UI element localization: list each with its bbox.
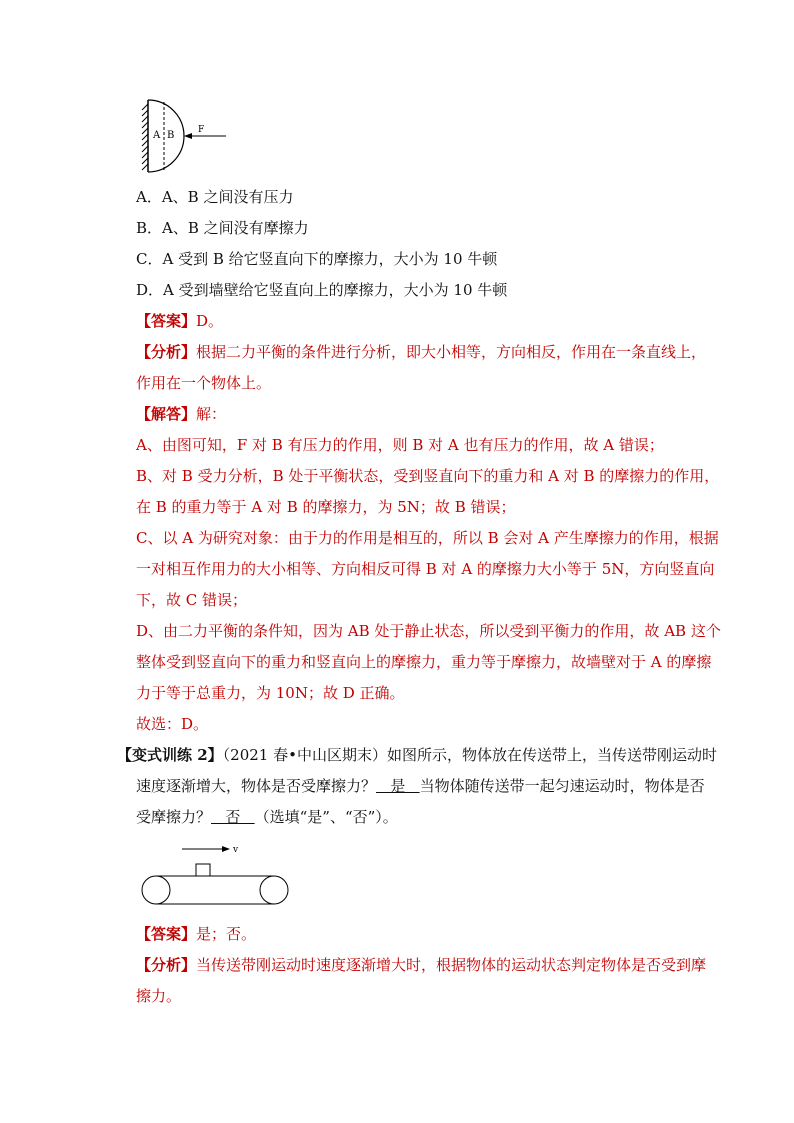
option-a: A．A、B 之间没有压力	[136, 188, 294, 206]
answer2-tag: 【答案】	[136, 925, 197, 943]
solution-line: C、以 A 为研究对象：由于力的作用是相互的，所以 B 会对 A 产生摩擦力的作用，根据	[136, 529, 719, 547]
solution-head: 【解答】解：	[136, 405, 227, 423]
question2-tag: 【变式训练 2】	[117, 746, 223, 764]
answer-blank-2: 否	[211, 808, 255, 826]
figure-conveyor-belt	[138, 840, 298, 910]
solution-line: B、对 B 受力分析，B 处于平衡状态，受到竖直向下的重力和 A 对 B 的摩擦力的作用，	[136, 467, 720, 485]
solution-line: A、由图可知，F 对 B 有压力的作用，则 B 对 A 也有压力的作用，故 A 错误；	[136, 436, 664, 454]
figure-wall-blocks	[134, 96, 234, 176]
question2-line-2: 速度逐渐增大，物体是否受摩擦力？ 是 当物体随传送带一起匀速运动时，物体是否	[136, 777, 705, 795]
question2-line-3: 受摩擦力？ 否 （选填“是”、“否”）。	[136, 808, 398, 826]
answer-tag: 【答案】	[136, 312, 197, 330]
solution-line: 整体受到竖直向下的重力和竖直向上的摩擦力，重力等于摩擦力，故墙壁对于 A 的摩擦	[136, 653, 712, 671]
analysis2-tag: 【分析】	[136, 956, 197, 974]
solution-line: 下，故 C 错误；	[136, 591, 248, 609]
label-f: F	[198, 125, 205, 135]
solution-line: 一对相互作用力的大小相等、方向相反可得 B 对 A 的摩擦力大小等于 5N，方向竖直向	[136, 560, 715, 578]
question2-line-1: 【变式训练 2】（2021 春•中山区期末）如图所示，物体放在传送带上，当传送带刚运动时	[117, 746, 717, 764]
solution-line: 在 B 的重力等于 A 对 B 的摩擦力，为 5N；故 B 错误；	[136, 498, 516, 516]
analysis-line-2: 作用在一个物体上。	[136, 374, 272, 392]
option-b: B．A、B 之间没有摩擦力	[136, 219, 309, 237]
analysis-line-1: 【分析】根据二力平衡的条件进行分析，即大小相等，方向相反，作用在一条直线上，	[136, 343, 707, 361]
option-c: C．A 受到 B 给它竖直向下的摩擦力，大小为 10 牛顿	[136, 250, 498, 268]
solution-tag: 【解答】	[136, 405, 197, 423]
analysis2-line-2: 擦力。	[136, 987, 182, 1005]
solution-line: D、由二力平衡的条件知，因为 AB 处于静止状态，所以受到平衡力的作用，故 AB 这个	[136, 622, 721, 640]
label-v: v	[233, 845, 239, 855]
analysis2-line-1: 【分析】当传送带刚运动时速度逐渐增大时，根据物体的运动状态判定物体是否受到摩	[136, 956, 707, 974]
label-b: B	[167, 130, 175, 141]
solution-line: 力于等于总重力，为 10N；故 D 正确。	[136, 684, 405, 702]
answer-blank-1: 是	[376, 777, 420, 795]
answer-line-1	[136, 311, 223, 331]
analysis-tag: 【分析】	[136, 343, 197, 361]
block-on-belt	[196, 864, 210, 876]
answer-text: D。	[196, 312, 224, 330]
right-roller	[260, 876, 288, 904]
solution-line: 故选：D。	[136, 715, 209, 733]
label-a: A	[153, 130, 161, 141]
answer2-line: 【答案】是；否。	[136, 925, 257, 943]
left-roller	[142, 876, 170, 904]
option-d: D．A 受到墙壁给它竖直向上的摩擦力，大小为 10 牛顿	[136, 281, 508, 299]
